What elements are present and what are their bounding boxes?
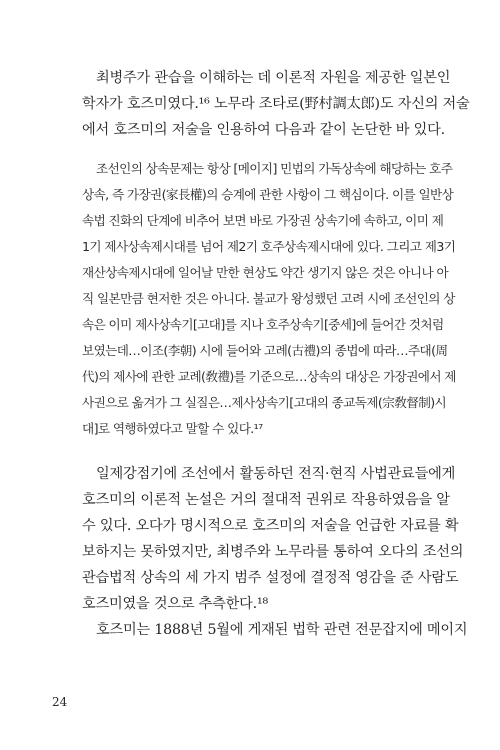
text-line: 호즈미의 이론적 논설은 거의 절대적 권위로 작용하였음을 알 bbox=[82, 492, 450, 508]
quote-line: 속법 진화의 단계에 비추어 보면 바로 가장권 상속기에 속하고, 이미 제 bbox=[82, 213, 444, 228]
body-paragraph-1 bbox=[82, 68, 470, 148]
block-quote bbox=[82, 159, 456, 441]
text-line: 최병주가 관습을 이해하는 데 이론적 자원을 제공한 일본인 bbox=[96, 70, 451, 86]
quote-line: 대]로 역행하였다고 말할 수 있다.¹⁷ bbox=[82, 421, 263, 436]
page-number: 24 bbox=[52, 695, 68, 709]
text-line: 호즈미는 1888년 5월에 게재된 법학 관련 전문잡지에 메이지 bbox=[96, 622, 468, 638]
quote-line: 1기 제사상속제시대를 넘어 제2기 호주상속제시대에 있다. 그리고 제3기 bbox=[82, 239, 456, 254]
text-line: 수 있다. 오다가 명시적으로 호즈미의 저술을 언급한 자료를 확 bbox=[82, 518, 459, 534]
text-line: 보하지는 못하였지만, 최병주와 노무라를 통하여 오다의 조선의 bbox=[82, 544, 464, 560]
quote-line: 보였는데…이조(李朝) 시에 들어와 고례(古禮)의 종법에 따라…주대(周 bbox=[82, 343, 448, 358]
quote-line: 속은 이미 제사상속기[고대]를 지나 호주상속기[중세]에 들어간 것처럼 bbox=[82, 317, 444, 332]
quote-line: 재산상속제시대에 일어날 만한 현상도 약간 생기지 않은 것은 아니나 아 bbox=[82, 265, 449, 280]
quote-line: 代)의 제사에 관한 교례(敎禮)를 기준으로…상속의 대상은 가장권에서 제 bbox=[82, 369, 456, 384]
quote-line: 직 일본만큼 현저한 것은 아니다. 불교가 왕성했던 고려 시에 조선인의 상 bbox=[82, 291, 455, 306]
text-line: 호즈미였을 것으로 추측한다.¹⁸ bbox=[82, 596, 268, 612]
quote-line: 상속, 즉 가장권(家長權)의 승계에 관한 사항이 그 핵심이다. 이를 일반상 bbox=[82, 187, 454, 202]
text-line: 일제강점기에 조선에서 활동하던 전직·현직 사법관료들에게 bbox=[96, 466, 456, 482]
quote-line: 사권으로 옮겨가 그 실질은…제사상속기[고대의 종교독제(宗敎督制)시 bbox=[82, 395, 447, 410]
text-line: 에서 호즈미의 저술을 인용하여 다음과 같이 논단한 바 있다. bbox=[82, 122, 445, 138]
text-line: 관습법적 상속의 세 가지 범주 설정에 결정적 영감을 준 사람도 bbox=[82, 570, 459, 586]
body-paragraph-3 bbox=[82, 620, 468, 644]
quote-line: 조선인의 상속문제는 항상 [메이지] 민법의 가독상속에 해당하는 호주 bbox=[96, 161, 453, 176]
body-paragraph-2 bbox=[82, 464, 464, 624]
text-line: 학자가 호즈미였다.¹⁶ 노무라 조타로(野村調太郎)도 자신의 저술 bbox=[82, 96, 470, 112]
